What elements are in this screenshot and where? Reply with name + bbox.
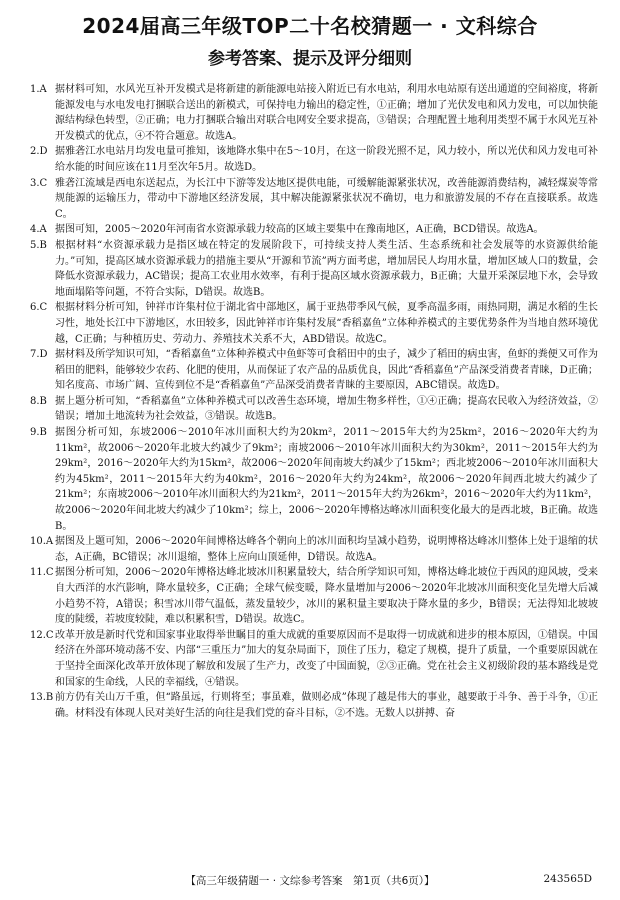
answer-explanation: 据图及上题可知，2006～2020年间博格达峰各个朝向上的冰川面积均呈减小趋势，说明博格达峰冰川整体上处于退缩的状态，A正确，BC错误；冰川退缩，整体上应向山顶延伸，D错误。故选A。 bbox=[55, 536, 598, 563]
question-number: 7. bbox=[30, 349, 40, 361]
answer-explanation: 根据材料“水资源承载力是指区域在特定的发展阶段下，可持续支持人类生活、生态系统和社会发展等的水资源供给能力。”可知，提高区域水资源承载力的措施主要从“开源和节流”两方面考虑，增加居民人均用水量，增加区域人口的数量，会降低水资源承载力，AC错误；提高工农业用水效率，有利于提高区域水资源承载力，B正确；大量开采深层地下水，会导致地面塌陷等问题，不符合实际，D错误。故选B。 bbox=[55, 239, 598, 298]
answer-explanation: 据雅砻江水电站月均发电量可推知，该地降水集中在5～10月，在这一阶段光照不足，风力较小，所以光伏和风力发电可补给水能的时间应该在11月至次年5月。故选D。 bbox=[55, 146, 598, 173]
answer-item bbox=[30, 534, 598, 565]
answer-explanation: 据图可知，2005～2020年河南省水资源承载力较高的区域主要集中在豫南地区，A正确，BCD错误。故选A。 bbox=[55, 224, 544, 236]
answer-explanation: 改革开放是新时代党和国家事业取得举世瞩目的重大成就的重要原因而不是取得一切成就和进步的根本原因，①错误。中国经济在外部环境动荡不安、内部“三重压力”加大的复杂局面下，顶住了压力，稳定了规模，提升了质量，一个重要原因就在于坚持全面深化改革开放体现了解放和发展了生产力，改变了中国面貌，②③正确。党在社会主义初级阶段的基本路线是党和国家的生命线，人民的幸福线，④错误。 bbox=[55, 629, 598, 688]
answer-key: A bbox=[39, 224, 47, 236]
answer-explanation: 据上题分析可知，“香稻嘉鱼”立体种养模式可以改善生态环境，增加生物多样性，①④正确；提高农民收入为经济效益，②错误；增加土地流转为社会效益，③错误。故选B。 bbox=[55, 395, 598, 423]
answer-item bbox=[30, 425, 598, 534]
question-number: 1. bbox=[30, 84, 40, 95]
answer-key: B bbox=[39, 395, 47, 407]
page-title: 2024届高三年级TOP二十名校猜题一 · 文科综合 bbox=[82, 14, 538, 38]
answer-explanation: 雅砻江流域是西电东送起点，为长江中下游等发达地区提供电能，可缓解能源紧张状况，改善能源消费结构，减轻煤炭等常规能源的运输压力，带动中下游地区经济发展，其中解决能源紧张状况不确切，电力和旅游发展的不存在直接联系。故选C。 bbox=[55, 177, 598, 220]
answer-item bbox=[30, 690, 598, 721]
answer-key: D bbox=[39, 146, 48, 158]
answer-key: B bbox=[39, 239, 47, 251]
answer-item bbox=[30, 176, 598, 223]
answer-list bbox=[30, 82, 598, 721]
answer-key: A bbox=[45, 536, 54, 548]
footer-page-info: 【高三年级猜题一 · 文综参考答案 第1页（共6页）】 bbox=[185, 875, 435, 887]
answer-explanation: 前方仍有关山万千重，但“路虽远，行则将至；事虽难，做则必成”体现了越是伟大的事业，越要敢于斗争、善于斗争，①正确。材料没有体现人民对美好生活的向往是我们党的奋斗目标，②不选。无数人以拼搏、奋 bbox=[55, 692, 598, 719]
answer-key: A bbox=[39, 84, 47, 95]
question-number: 13. bbox=[30, 692, 46, 704]
answer-explanation: 据材料可知，水风光互补开发模式是将新建的新能源电站接入附近已有水电站，利用水电站原有送出通道的空间裕度，将新能源发电与水电发电打捆联合送出的新模式，可保持电力输出的稳定性，①正确；增加了光伏发电和风力发电，可以加快能源结构绿色转型，②正确；电力打捆联合输出对联合电网安全要求提高，③错误；合理配置土地利用类型不属于水风光互补开发模式的优点，④不符合题意。故选A。 bbox=[55, 84, 598, 142]
question-number: 9. bbox=[30, 427, 40, 439]
question-number: 8. bbox=[30, 395, 40, 407]
question-number: 4. bbox=[30, 224, 40, 236]
question-number: 3. bbox=[30, 177, 40, 189]
answer-key: B bbox=[39, 427, 47, 439]
answer-key: C bbox=[39, 302, 48, 314]
answer-item bbox=[30, 300, 598, 347]
page-footer bbox=[0, 873, 620, 891]
answer-explanation: 据图分析可知，2006～2020年博格达峰北坡冰川积累量较大，结合所学知识可知，博格达峰北坡位于西风的迎风坡，受来自大西洋的水汽影响，降水量较多，C正确；全球气候变暖，降水量增加与2006～2020年北坡冰川面积变化呈先增大后减小趋势不符，A错误；积雪冰川带气温低，蒸发量较少，冰川的累积量主要取决于降水量的多少，B错误；无法得知北坡坡度的陡缓，若坡度较陡，难以积累积雪，D错误。故选C。 bbox=[55, 567, 598, 626]
footer-code: 243565D bbox=[543, 873, 592, 885]
answer-item bbox=[30, 394, 598, 425]
answer-item bbox=[30, 347, 598, 394]
answer-key: B bbox=[45, 692, 54, 704]
answer-explanation: 根据材料分析可知，钟祥市许集村位于湖北省中部地区，属于亚热带季风气候，夏季高温多雨，雨热同期，满足水稻的生长习性，地处长江中下游地区，水田较多，因此钟祥市许集村发展“香稻嘉鱼”立体种养模式的主要优势条件为当地自然环境优越，C正确；与种植历史、劳动力、养殖技术关系不大，ABD错误。故选C。 bbox=[55, 302, 598, 345]
answer-explanation: 据材料及所学知识可知，“香稻嘉鱼”立体种养模式中鱼虾等可食稻田中的虫子，减少了稻田的病虫害，鱼虾的粪便又可作为稻田的肥料，能够较少农药、化肥的使用，从而保证了农产品的品质优良，因此“香稻嘉鱼”产品深受消费者青睐，D正确；知名度高、市场广阔、宣传到位不是“香稻嘉鱼”产品深受消费者青睐的主要原因，ABC错误。故选D。 bbox=[55, 349, 598, 392]
question-number: 6. bbox=[30, 302, 40, 314]
answer-explanation: 据图分析可知，东坡2006～2010年冰川面积大约为20km²，2011～2015年大约为25km²，2016～2020年大约为11km²，故2006～2020年北坡大约减少了9km²；南坡2006～2010年冰川面积大约为30km²，2011～2015年大约为29km²，2016～2020年大约为15km²，故2006～2020年间南坡大约减少了15km²；西北坡2006～2010年冰川面积大约为45km²，2011～2015年大约为40km²，2016～2020年大约为24km²，故2006～2020年间西北坡大约减少了21km²；东南坡2006～2010年冰川面积大约为21km²，2011～2015年大约为26km²，2016～2020年大约为11km²，故2006～2020年间北坡大约减少了10km²；综上，2006～2020年博格达峰冰川面积变化最大的是西北坡，B正确。故选B。 bbox=[55, 427, 598, 532]
question-number: 12. bbox=[30, 629, 46, 641]
answer-item bbox=[30, 82, 598, 144]
question-number: 10. bbox=[30, 536, 46, 548]
page-subtitle: 参考答案、提示及评分细则 bbox=[208, 49, 412, 69]
answer-key: C bbox=[45, 567, 54, 579]
answer-key: D bbox=[39, 349, 48, 361]
answer-key: C bbox=[45, 629, 54, 641]
question-number: 5. bbox=[30, 239, 40, 251]
answer-item bbox=[30, 238, 598, 300]
question-number: 2. bbox=[30, 146, 40, 158]
answer-item bbox=[30, 144, 598, 175]
answer-item bbox=[30, 565, 598, 627]
answer-key: C bbox=[39, 177, 48, 189]
answer-item bbox=[30, 628, 598, 690]
answer-item bbox=[30, 222, 598, 238]
question-number: 11. bbox=[30, 567, 46, 579]
